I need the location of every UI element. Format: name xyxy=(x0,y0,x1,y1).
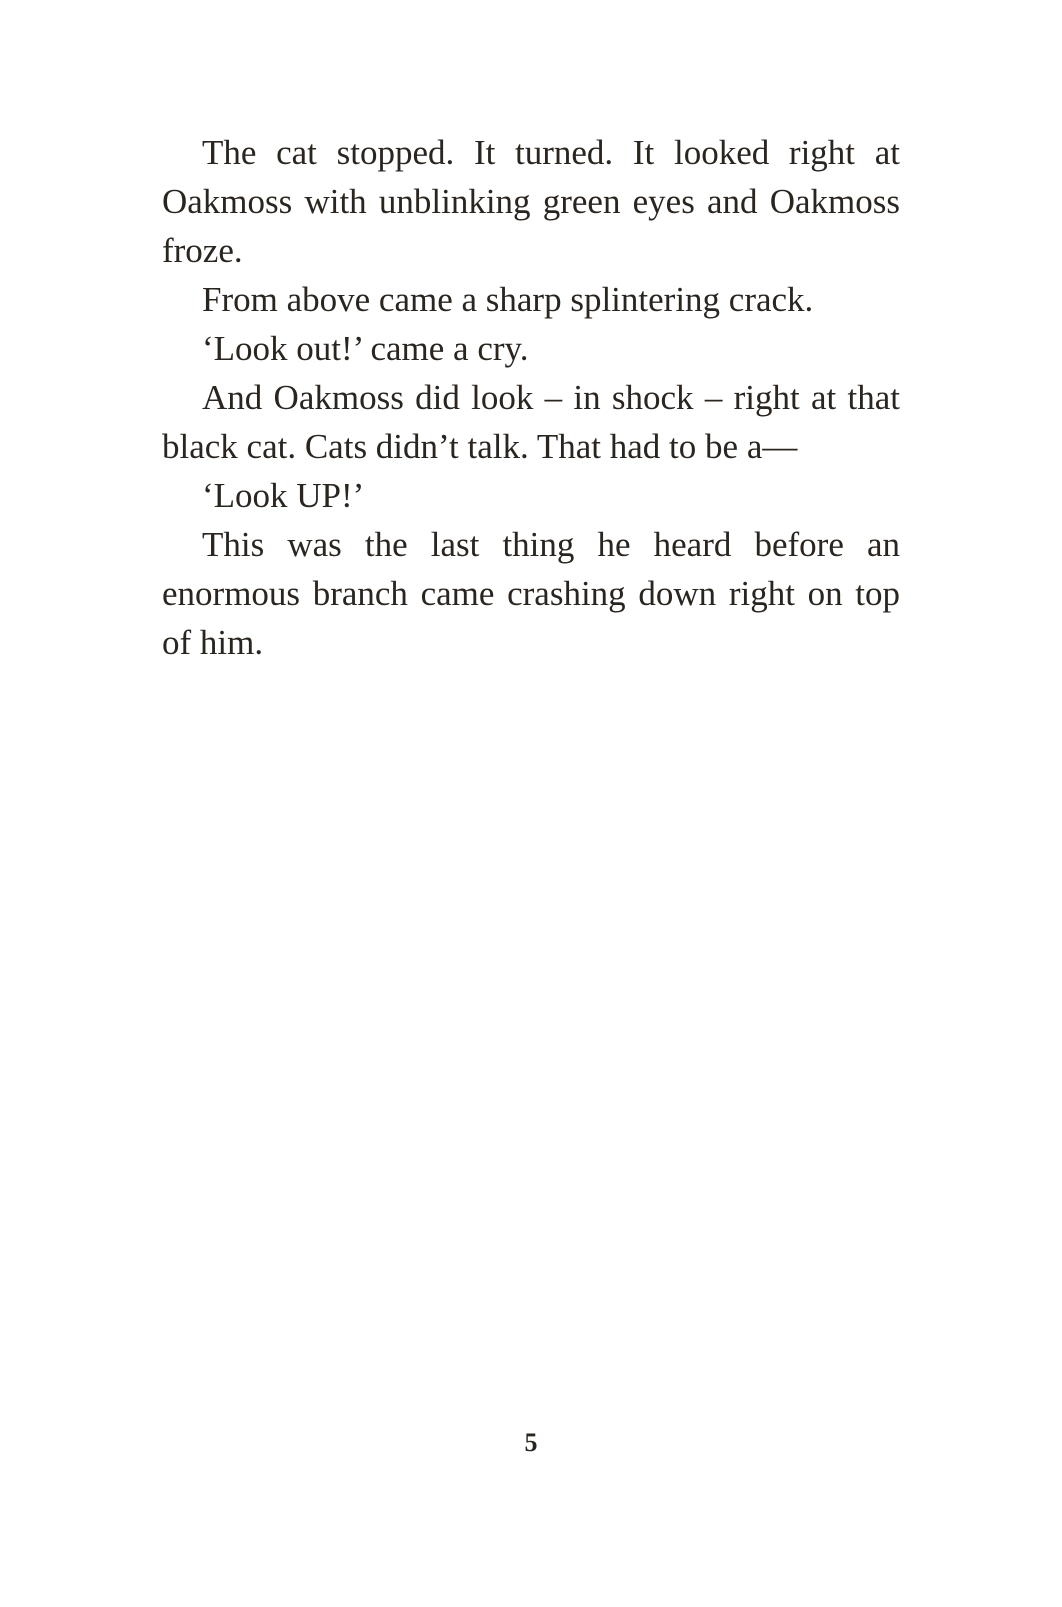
paragraph-4: And Oakmoss did look – in shock – right at that black cat. Cats didn’t talk. That had to be a— xyxy=(162,378,900,466)
paragraph-3: ‘Look out!’ came a cry. xyxy=(202,329,529,368)
paragraph-1: The cat stopped. It turned. It looked right at Oakmoss with unblinking green eyes and Oakmoss froze. xyxy=(162,133,900,270)
paragraph-2: From above came a sharp splintering crack. xyxy=(202,280,814,319)
paragraph-6: This was the last thing he heard before an enormous branch came crashing down right on top of him. xyxy=(162,525,900,662)
body-text xyxy=(162,128,900,667)
paragraph-5: ‘Look UP!’ xyxy=(202,476,365,515)
page-number: 5 xyxy=(524,1428,538,1457)
